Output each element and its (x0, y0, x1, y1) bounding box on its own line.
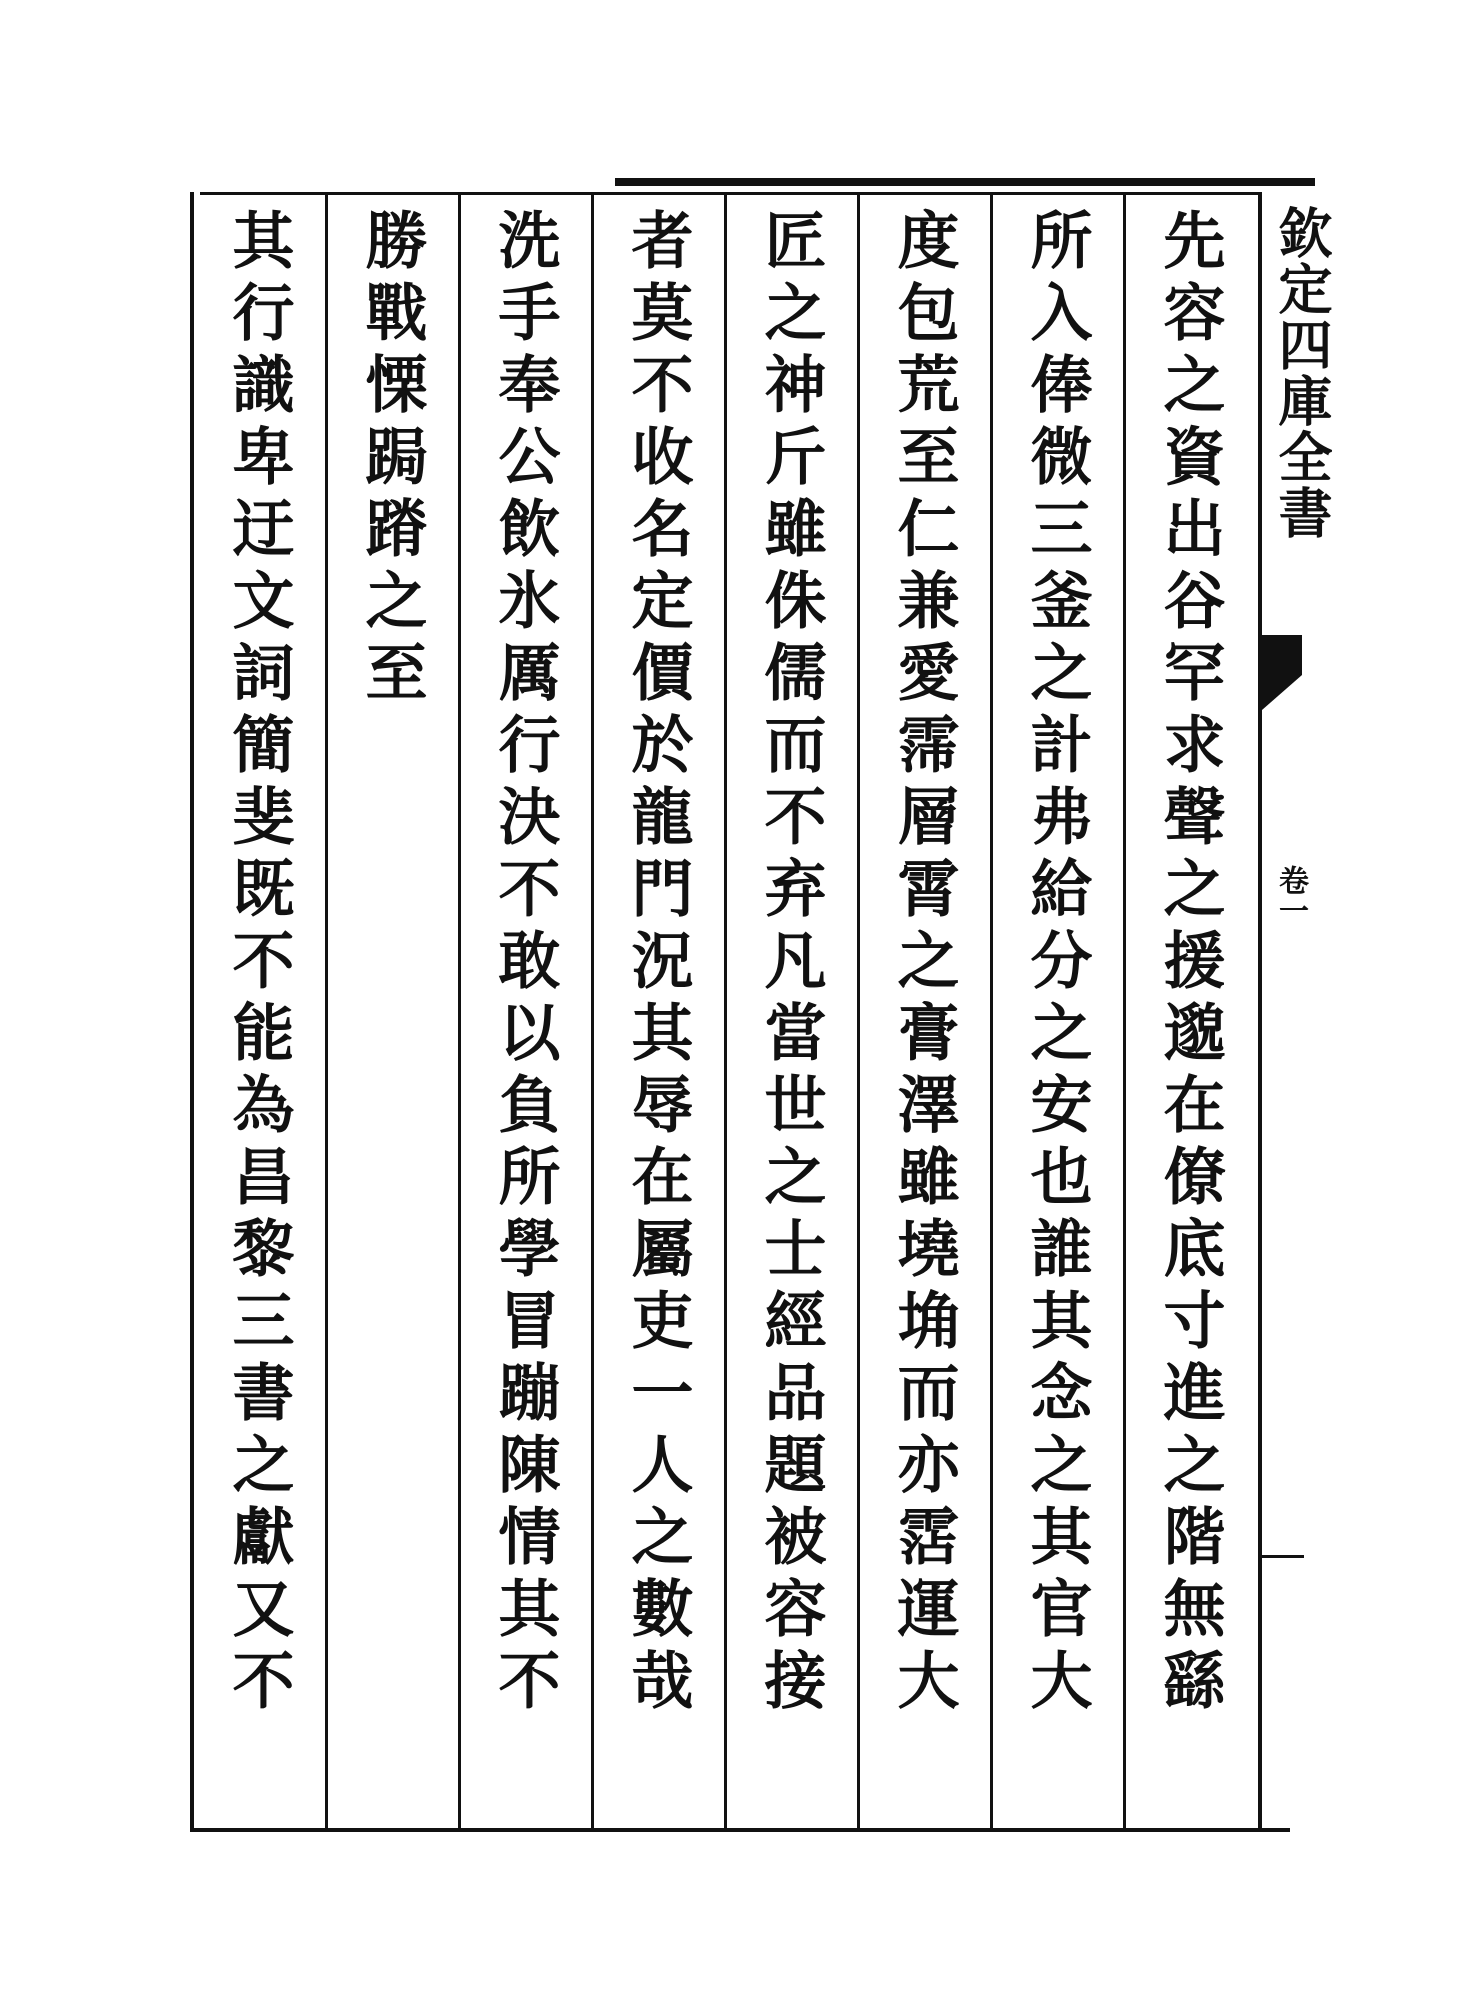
juan-label: 卷一 (1273, 865, 1308, 925)
top-border-thick (615, 178, 1315, 186)
text-column-8: 其行識卑迂文詞簡斐既不能為昌黎三書之獻又不 (222, 208, 295, 1720)
column-divider (458, 192, 461, 1828)
left-border (190, 192, 194, 1832)
text-column-4: 匠之神斤雖侏儒而不弃凡當世之士經品題被容接 (754, 208, 827, 1720)
column-divider (857, 192, 860, 1828)
column-divider (591, 192, 594, 1828)
text-column-3: 度包荒至仁兼愛霈層霄之膏澤雖墝埆而亦霑運大 (887, 208, 960, 1720)
top-border-thin (200, 192, 1260, 195)
text-column-1: 先容之資出谷罕求聲之援邈在僚底寸進之階無繇 (1153, 208, 1226, 1720)
text-column-6: 洗手奉公飲氷厲行決不敢以負所學冒蹦陳情其不 (488, 208, 561, 1720)
text-column-5: 者莫不收名定價於龍門況其辱在屬吏一人之數哉 (621, 208, 694, 1720)
text-column-7: 勝戰慄跼蹐之至 (355, 208, 428, 712)
bottom-border (190, 1828, 1290, 1832)
margin-divider-line (1262, 1555, 1304, 1558)
column-divider (325, 192, 328, 1828)
text-column-2: 所入俸微三釜之計弗給分之安也誰其念之其官大 (1020, 208, 1093, 1720)
column-divider (1123, 192, 1126, 1828)
right-border (1258, 192, 1262, 1832)
column-divider (724, 192, 727, 1828)
fishtail-mark-icon (1262, 635, 1302, 725)
column-divider (990, 192, 993, 1828)
book-title: 欽定四庫全書 (1270, 205, 1334, 541)
